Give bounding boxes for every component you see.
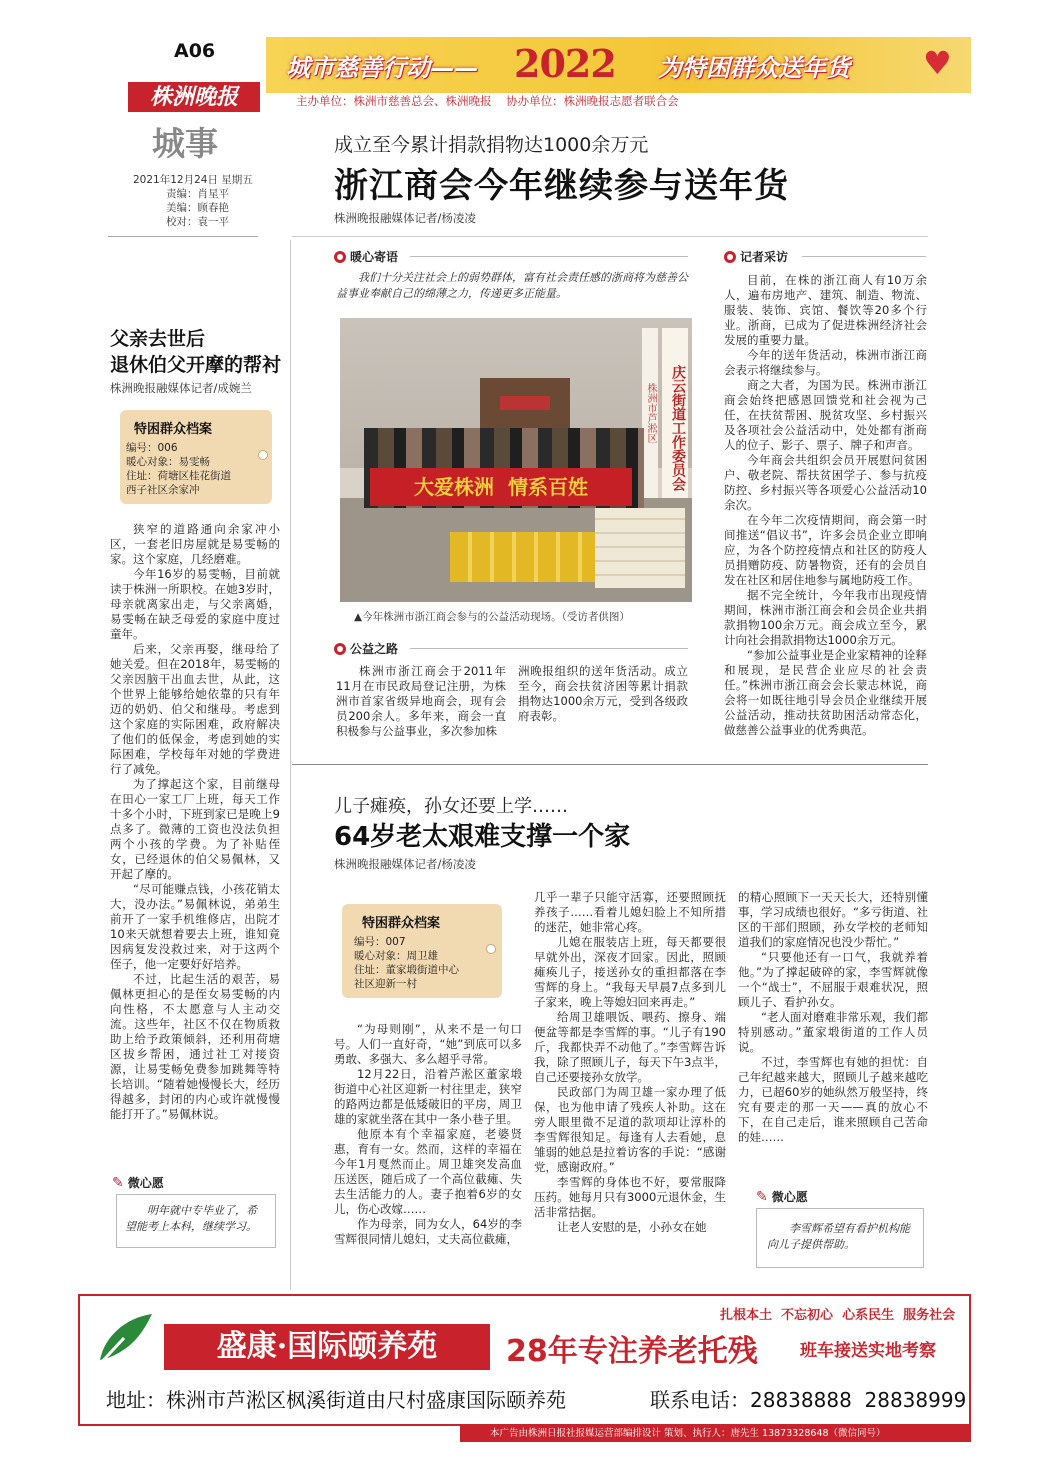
left-wish-title: 微心愿 [127, 1176, 164, 1190]
banner-year: 2022 [514, 41, 616, 86]
banner [266, 37, 971, 93]
left-article-text [110, 522, 280, 1122]
left-wish-tag [112, 1174, 164, 1191]
photo-plaque-left: 株洲市芦淞区 [642, 328, 658, 498]
proofreader: 校对：袁一平 [166, 216, 229, 228]
warm-words-text: 我们十分关注社会上的弱势群体，富有社会责任感的浙商将为慈善公益事业奉献自己的绵薄之力，传递更多正能量。 [336, 271, 688, 300]
archive-target: 暖心对象：周卫雄 [354, 950, 438, 962]
left-paragraph: 后来，父亲再娶，继母给了她关爱。但在2018年，易雯畅的父亲因脑干出血去世，从此，这个世界上能够给她依靠的只有年迈的奶奶、伯父和继母。考虑到这个家庭的实际困难，政府解决了他们的低保金，考虑到她的实际困难，学校每年对她的学费进行了减免。 [110, 642, 280, 776]
left-paragraph: 不过，比起生活的艰苦，易佩林更担心的是侄女易雯畅的内向性格，不太愿意与人主动交流。这些年，社区不仅在物质救助上给予政策倾斜，还利用荷塘区拔乡帮困，通过社工对接资源，让易雯畅免费参加跳舞等特长培训。“随着她慢慢长大，经历得越多，封闭的内心或许就慢慢能打开了。”易佩林说。 [110, 972, 280, 1121]
main-top-rule [292, 236, 928, 237]
archive-hole-icon [258, 450, 268, 460]
page-number: A06 [174, 40, 216, 62]
main-title: 浙江商会今年继续参与送年货 [334, 166, 789, 206]
second-wish-tag [756, 1188, 808, 1205]
event-photo [340, 318, 692, 602]
second-byline: 株洲晚报融媒体记者/杨凌凌 [334, 857, 476, 871]
archive-address-2: 西子社区余家冲 [126, 484, 200, 496]
public-road-tag-label: 公益之路 [350, 642, 399, 656]
interview-paragraph: 在今年二次疫情期间，商会第一时间推送“倡议书”，许多会员企业立即响应，为各个防控疫情点和社区的防疫人员捐赠防疫、防暑物资，还有的会员自发在社区和居住地参与属地防疫工作。 [724, 513, 927, 587]
interview-tag-label: 记者采访 [740, 250, 789, 264]
main-kicker: 成立至今累计捐款捐物达1000余万元 [334, 134, 649, 156]
interview-paragraph: 商之大者，为国为民。株洲市浙江商会始终把感恩回馈党和社会视为己任，在扶贫帮困、脱贫攻坚、乡村振兴及各项社会公益活动中，处处都有浙商人的位子、影子、票子、牌子和声音。 [724, 378, 927, 452]
interview-tag [724, 248, 788, 265]
left-title-line2: 退休伯父开摩的帮衬 [110, 354, 282, 376]
public-road-paragraph: 株洲市浙江商会于2011年11月在市民政局登记注册，为株洲市首家省级异地商会，现有会员200余人。多年来，商会一直积极参与公益事业，多次参加株 [336, 664, 506, 738]
archive-address-1: 住址：荷塘区桂花街道 [126, 470, 231, 482]
second-paragraph: “为母则刚”，从来不是一句口号。人们一直好奇，“她”到底可以多勇敢、多强大、多么超乎寻常。 [334, 1022, 522, 1066]
left-wish-box: 明年就中专毕业了，希望能考上本科，继续学习。 [116, 1194, 276, 1248]
banner-subtitle: 为特困群众送年货 [658, 53, 850, 82]
column-divider [290, 240, 291, 1290]
photo-oil-bottles [450, 532, 610, 582]
second-paragraph: 几乎一辈子只能守活寡，还要照顾抚养孩子……看着儿媳妇脸上不知所措的迷茫，她非常心疼。 [534, 890, 726, 934]
designer: 美编：顾春艳 [166, 202, 229, 214]
left-archive-card [120, 410, 272, 504]
second-paragraph: 12月22日，沿着芦淞区董家塅街道中心社区迎新一村往里走，狭窄的路两边都是低矮破旧的平房，周卫雄的家就坐落在其中一条小巷子里。 [334, 1067, 522, 1126]
ad-subline: 班车接送实地考察 [800, 1341, 936, 1361]
left-paragraph: 狭窄的道路通向余家冲小区，一套老旧房屋就是易雯畅的家。这个家庭，几经磨难。 [110, 522, 280, 566]
left-paragraph: 为了撑起这个家，目前继母在田心一家工厂上班，每天工作十多个小时，下班到家已是晚上9点多了。微薄的工资也没法负担两个小孩的学费。为了补贴侄女，已经退休的伯父易佩林，又开起了摩的。 [110, 777, 280, 881]
ad-address: 地址：株洲市芦淞区枫溪街道由尺村盛康国际颐养苑 [106, 1388, 566, 1412]
tag-bullet-icon [724, 251, 736, 263]
editor: 责编：肖星平 [166, 188, 229, 200]
interview-text [724, 273, 927, 738]
ad-phone: 联系电话：28838888 28838999 [650, 1388, 967, 1412]
organizers: 主办单位：株洲市慈善总会、株洲晚报 协办单位：株洲晚报志愿者联合会 [296, 94, 679, 108]
second-title: 64岁老太艰难支撑一个家 [334, 822, 631, 852]
main-byline: 株洲晚报融媒体记者/杨凌凌 [334, 211, 476, 225]
second-paragraph: 他原本有个幸福家庭，老婆贤惠，育有一女。然而，这样的幸福在今年1月戛然而止。周卫雄突发高血压送医，随后成了一个高位截瘫、失去生活能力的人。妻子抱着6岁的女儿，伤心改嫁…… [334, 1127, 522, 1216]
interview-paragraph: 据不完全统计，今年我市出现疫情期间，株洲市浙江商会和会员企业共捐款捐物100余万元。商会成立至今，累计向社会捐款捐物达1000余万元。 [724, 588, 927, 647]
ad-slogan: 扎根本土 不忘初心 心系民生 服务社会 [720, 1308, 956, 1323]
public-tag-rule [410, 648, 688, 649]
ad-headline: 28年专注养老托残 [506, 1334, 758, 1369]
second-kicker: 儿子瘫痪，孙女还要上学…… [334, 796, 568, 817]
archive-title: 特困群众档案 [362, 916, 441, 931]
ad-brand: 盛康·国际颐养苑 [164, 1324, 490, 1370]
second-paragraph: 民政部门为周卫雄一家办理了低保，也为他申请了残疾人补助。这在旁人眼里微不足道的款项却让淳朴的李雪辉很知足。每逢有人去看她，息雏弱的她总是拉着访客的手说：“感谢党，感谢政府。” [534, 1085, 726, 1174]
left-header-rule [108, 236, 258, 237]
second-col3 [738, 890, 928, 1145]
heart-icon: ♥ [923, 44, 952, 82]
photo-rice-bags [595, 508, 685, 588]
archive-number: 编号：006 [126, 442, 178, 454]
archive-target: 暖心对象：易雯畅 [126, 456, 210, 468]
public-road-tag [334, 640, 398, 657]
warm-tag-rule [410, 256, 688, 257]
public-road-col2: 洲晚报组织的送年货活动。成立至今，商会扶贫济困等累计捐款捐物达1000余万元，受到各级政府表彰。 [518, 664, 688, 723]
article-divider [292, 764, 928, 765]
second-paragraph: “只要他还有一口气，我就养着他。”为了撑起破碎的家，李雪辉就像一个“战士”，不屈服于艰难状况，照顾儿子、看护孙女。 [738, 950, 928, 1009]
section-name: 城事 [152, 124, 218, 163]
left-paragraph: “尽可能赚点钱，小孩花销太大，没办法。”易佩林说，弟弟生前开了一家手机维修店，出院才10来天就想着要去上班，谁知竟因病复发没救过来，对于这两个侄子，他一定要好好培养。 [110, 882, 280, 971]
banner-title: 城市慈善行动—— [286, 53, 478, 82]
photo-plaque-right: 庆云街道工作委员会 [662, 328, 688, 528]
archive-address-1: 住址：董家塅街道中心 [354, 964, 459, 976]
interview-tag-rule [802, 256, 926, 257]
second-paragraph: 给周卫雄喂饭、喂药、擦身、端便盆等都是李雪辉的事。“儿子有190斤，我都快弄不动他了。”李雪辉告诉我，除了照顾儿子，每天下午3点半，自己还要接孙女放学。 [534, 1010, 726, 1084]
warm-words-tag [334, 248, 398, 265]
second-paragraph: 李雪辉的身体也不好，要常服降压药。她每月只有3000元退休金，生活非常拮据。 [534, 1175, 726, 1219]
leaf-logo-icon [94, 1308, 158, 1368]
second-col2 [534, 890, 726, 1235]
left-title-line1: 父亲去世后 [110, 328, 206, 350]
paper-logo: 株洲晚报 [128, 82, 260, 112]
pen-icon: ✎ [112, 1174, 124, 1191]
second-col1 [334, 1022, 522, 1247]
warm-words-tag-label: 暖心寄语 [350, 250, 399, 264]
interview-paragraph: “参加公益事业是企业家精神的诠释和展现，是民营企业应尽的社会责任。”株洲市浙江商会会长蒙志林说，商会将一如既往地引导会员企业继续开展公益活动，推动扶贫助困活动常态化，做慈善公益事业的优秀典范。 [724, 648, 927, 737]
photo-door-sign [500, 396, 550, 410]
interview-paragraph: 今年商会共组织会员开展慰问贫困户、敬老院、帮扶贫困学子、参与抗疫防控、乡村振兴等各项爱心公益活动10余次。 [724, 453, 927, 512]
second-paragraph: 儿媳在服装店上班，每天都要很早就外出，深夜才回家。因此，照顾瘫痪儿子，接送孙女的重担都落在李雪辉的身上。“我每天早晨7点多到儿子家来，晚上等媳妇回来再走。” [534, 935, 726, 1009]
pen-icon: ✎ [756, 1188, 768, 1205]
left-paragraph: 今年16岁的易雯畅，目前就读于株洲一所职校。在她3岁时，母亲就离家出走，与父亲离婚，易雯畅在缺乏母爱的家庭中度过童年。 [110, 567, 280, 641]
public-road-col1 [336, 664, 506, 739]
archive-hole-icon [486, 944, 496, 954]
ad-footer: 本广告由株洲日报社报媒运营部编排设计 策划、执行人：唐先生 13873328648（微信同号） [460, 1426, 971, 1442]
archive-number: 编号：007 [354, 936, 406, 948]
left-byline: 株洲晚报融媒体记者/成婉兰 [110, 381, 252, 395]
second-paragraph: 不过，李雪辉也有她的担忧：自己年纪越来越大，照顾儿子越来越吃力，已超60岁的她纵然万般坚持，终究有要走的那一天——真的放心不下，在自己走后，谁来照顾自己苦命的娃…… [738, 1055, 928, 1144]
second-paragraph: 让老人安慰的是，小孙女在她 [557, 1220, 707, 1234]
ad-box [78, 1294, 971, 1426]
photo-caption: ▲今年株洲市浙江商会参与的公益活动现场。（受访者供图） [354, 611, 630, 623]
second-wish-box: 李雪辉希望有看护机构能向儿子提供帮助。 [756, 1208, 924, 1268]
archive-address-2: 社区迎新一村 [354, 978, 417, 990]
photo-red-banner: 大爱株洲 情系百姓 [370, 468, 632, 506]
interview-paragraph: 今年的送年货活动，株洲市浙江商会表示将继续参与。 [724, 348, 927, 377]
second-wish-title: 微心愿 [771, 1190, 808, 1204]
archive-title: 特困群众档案 [134, 422, 213, 437]
tag-bullet-icon [334, 643, 346, 655]
date-line: 2021年12月24日 星期五 [133, 174, 253, 186]
second-paragraph: “老人面对磨难非常乐观，我们都特别感动。”董家塅街道的工作人员说。 [738, 1010, 928, 1054]
second-paragraph: 的精心照顾下一天天长大，还特别懂事，学习成绩也很好。“多亏街道、社区的干部们照顾，孙女学校的老师知道我们的家庭情况也没少帮忙。” [738, 890, 928, 949]
tag-bullet-icon [334, 251, 346, 263]
second-archive-card [342, 904, 502, 998]
second-paragraph: 作为母亲，同为女人，64岁的李雪辉很同情儿媳妇，丈夫高位截瘫， [334, 1217, 522, 1246]
interview-paragraph: 目前，在株的浙江商人有10万余人，遍布房地产、建筑、制造、物流、服装、装饰、宾馆、餐饮等20多个行业。浙商，已成为了促进株洲经济社会发展的重要力量。 [724, 273, 927, 347]
